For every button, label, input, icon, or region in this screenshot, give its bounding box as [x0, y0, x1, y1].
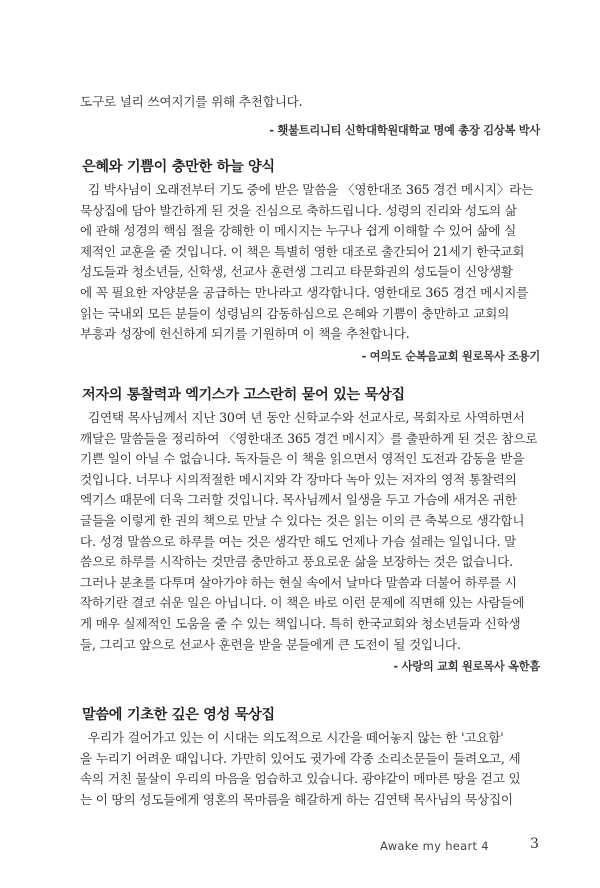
section-heading: 저자의 통찰력과 엑기스가 고스란히 묻어 있는 묵상집: [82, 387, 405, 403]
paragraph-continuation: [80, 92, 540, 113]
text-line: 김 박사님이 오래전부터 기도 중에 받은 말씀을 〈영한대조 365 경건 메시지〉라는: [88, 182, 534, 197]
paragraph-endorsement-3: [80, 728, 540, 810]
text-line: 읽는 국내외 모든 분들이 성령님의 감동하심으로 은혜와 기쁨이 충만하고 교회의: [80, 305, 510, 321]
endorser-signature: - 사랑의 교회 원로목사 옥한흠: [393, 660, 540, 673]
text-line: 다. 성경 말씀으로 하루를 여는 것은 생각만 해도 언제나 가슴 설레는 일입니다. 말: [80, 533, 517, 549]
text-line: 것입니다. 너무나 시의적절한 메시지와 각 장마다 녹아 있는 저자의 영적 통찰력의: [80, 471, 517, 487]
text-line: 기쁜 일이 아닐 수 없습니다. 독자들은 이 책을 읽으면서 영적인 도전과 감동을 받을: [80, 451, 525, 467]
text-line: 게 매우 실제적인 도움을 줄 수 있는 책입니다. 특히 한국교회와 청소년들과 신학생: [80, 615, 521, 631]
text-line: 씀으로 하루를 시작하는 것만큼 충만하고 풍요로운 삶을 보장하는 것은 없습니다.: [80, 554, 513, 570]
text-line: 속의 거친 물살이 우리의 마음을 엄습하고 있습니다. 광야같이 메마른 땅을 걷고 있: [80, 771, 521, 787]
paragraph-endorsement-1: [80, 180, 540, 345]
text-line: 작하기란 결코 쉬운 일은 아닙니다. 이 책은 바로 이런 문제에 직면해 있는 사람들에: [80, 595, 525, 611]
text-line: 는 이 땅의 성도들에게 영혼의 목마름을 해갈하게 하는 김연택 목사님의 묵상집이: [80, 791, 513, 807]
text-line: 을 누리기 어려운 때입니다. 가만히 있어도 귓가에 각종 소리소문들이 들려오고, 세: [80, 750, 521, 766]
endorser-signature: - 횃불트리니티 신학대학원대학교 명예 총장 김상복 박사: [269, 124, 540, 137]
running-title: Awake my heart 4: [380, 839, 489, 853]
text-line: 글들을 이렇게 한 권의 책으로 만날 수 있다는 것은 읽는 이의 큰 축복으로 생각합니: [80, 512, 525, 528]
text-line: 에 관해 성경의 핵심 절을 강해한 이 메시지는 누구나 쉽게 이해할 수 있어 삶에 실: [80, 223, 517, 239]
text-line: 부흥과 성장에 헌신하게 되기를 기원하며 이 책을 추천합니다.: [80, 326, 410, 342]
book-page: [80, 0, 540, 888]
text-line: 묵상집에 담아 발간하게 된 것을 진심으로 축하드립니다. 성령의 진리와 성도의 삶: [80, 202, 517, 218]
endorser-signature: - 여의도 순복음교회 원로목사 조용기: [361, 350, 540, 363]
text-line: 엑기스 때문에 더욱 그러할 것입니다. 목사님께서 일생을 두고 가슴에 새겨온 귀한: [80, 492, 517, 508]
text-line: 제적인 교훈을 줄 것입니다. 이 책은 특별히 영한 대조로 출간되어 21세기 한국교회: [80, 243, 525, 259]
paragraph-endorsement-2: [80, 408, 540, 655]
text-line: 에 꼭 필요한 자양분을 공급하는 만나라고 생각합니다. 영한대로 365 경건 메시지를: [80, 284, 529, 300]
text-line: 들, 그리고 앞으로 선교사 훈련을 받을 분들에게 큰 도전이 될 것입니다.: [80, 636, 461, 652]
section-heading: 말씀에 기초한 깊은 영성 묵상집: [82, 707, 275, 723]
text-line: 도구로 널리 쓰여지기를 위해 추천합니다.: [80, 94, 303, 109]
text-line: 김연택 목사님께서 지난 30여 년 동안 신학교수와 선교사로, 목회자로 사역하면서: [88, 410, 525, 425]
text-line: 성도들과 청소년들, 신학생, 선교사 훈련생 그리고 타문화권의 성도들이 신앙생활: [80, 264, 513, 280]
page-number: 3: [530, 836, 539, 852]
text-line: 그러나 분초를 다투며 살아가야 하는 현실 속에서 날마다 말씀과 더불어 하루를 시: [80, 574, 517, 590]
section-heading: 은혜와 기쁨이 충만한 하늘 양식: [82, 159, 275, 175]
text-line: 깨달은 말씀들을 정리하여 〈영한대조 365 경건 메시지〉를 출판하게 된 것은 참으로: [80, 430, 538, 446]
text-line: 우리가 걸어가고 있는 이 시대는 의도적으로 시간을 떼어놓지 않는 한 '고요함': [88, 730, 504, 745]
